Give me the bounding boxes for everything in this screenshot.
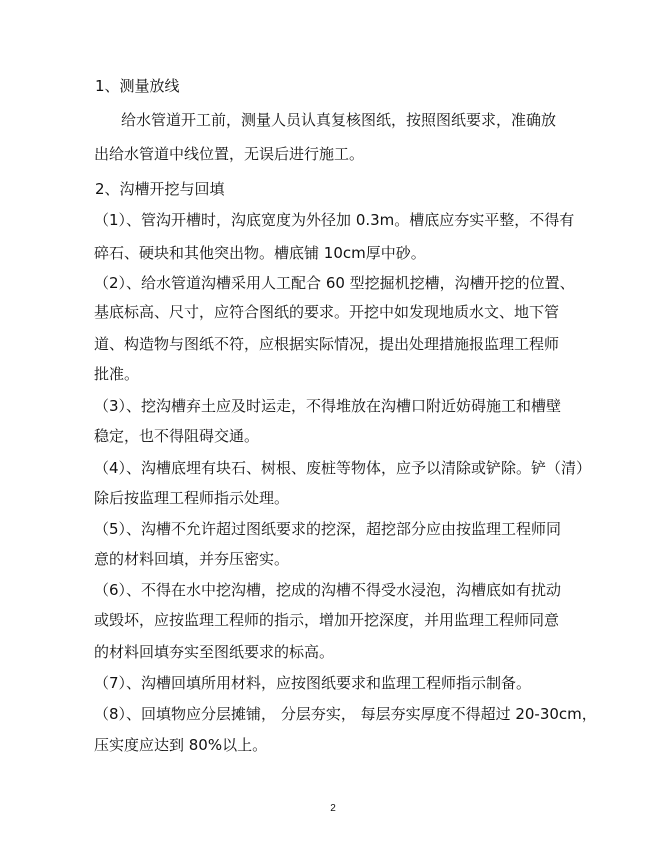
paragraph-line: （5）、沟槽不允许超过图纸要求的挖深，超挖部分应由按监理工程师同 (94, 520, 562, 538)
paragraph-line: 碎石、硬块和其他突出物。槽底铺 10cm厚中砂。 (94, 244, 426, 262)
paragraph-line: （4）、沟槽底埋有块石、树根、废桩等物体，应予以清除或铲除。铲（清） (94, 459, 592, 477)
paragraph-line: 出给水管道中线位置，无误后进行施工。 (94, 145, 365, 163)
paragraph-line: 给水管道开工前，测量人员认真复核图纸，按照图纸要求，准确放 (121, 111, 557, 129)
paragraph-line: 稳定，也不得阻碍交通。 (94, 427, 260, 445)
paragraph-line: 意的材料回填，并夯压密实。 (94, 550, 290, 568)
paragraph-line: （7）、沟槽回填所用材料，应按图纸要求和监理工程师指示制备。 (94, 674, 532, 692)
paragraph-line: （2）、给水管道沟槽采用人工配合 60 型挖掘机挖槽，沟槽开挖的位置、 (94, 274, 575, 292)
section-heading-survey: 1、测量放线 (95, 77, 180, 95)
paragraph-line: 基底标高、尺寸，应符合图纸的要求。开挖中如发现地质水文、地下管 (94, 303, 560, 321)
paragraph-line: （1）、管沟开槽时，沟底宽度为外径加 0.3m。槽底应夯实平整，不得有 (94, 211, 575, 229)
paragraph-line: 的材料回填夯实至图纸要求的标高。 (94, 643, 335, 661)
paragraph-line: 压实度应达到 80%以上。 (94, 736, 268, 754)
paragraph-line: 除后按监理工程师指示处理。 (94, 489, 290, 507)
paragraph-line: （6）、不得在水中挖沟槽，挖成的沟槽不得受水浸泡，沟槽底如有扰动 (94, 581, 562, 599)
paragraph-line: 道、构造物与图纸不符，应根据实际情况，提出处理措施报监理工程师 (94, 335, 560, 353)
paragraph-line: 或毁坏，应按监理工程师的指示，增加开挖深度，并用监理工程师同意 (94, 611, 560, 629)
section-heading-trench: 2、沟槽开挖与回填 (95, 180, 225, 198)
page-number: 2 (330, 803, 336, 814)
paragraph-line: （3）、挖沟槽弃土应及时运走，不得堆放在沟槽口附近妨碍施工和槽壁 (94, 397, 562, 415)
paragraph-line: 批准。 (94, 365, 140, 383)
paragraph-line: （8）、回填物应分层摊铺， 分层夯实， 每层夯实厚度不得超过 20-30cm， (94, 705, 597, 723)
